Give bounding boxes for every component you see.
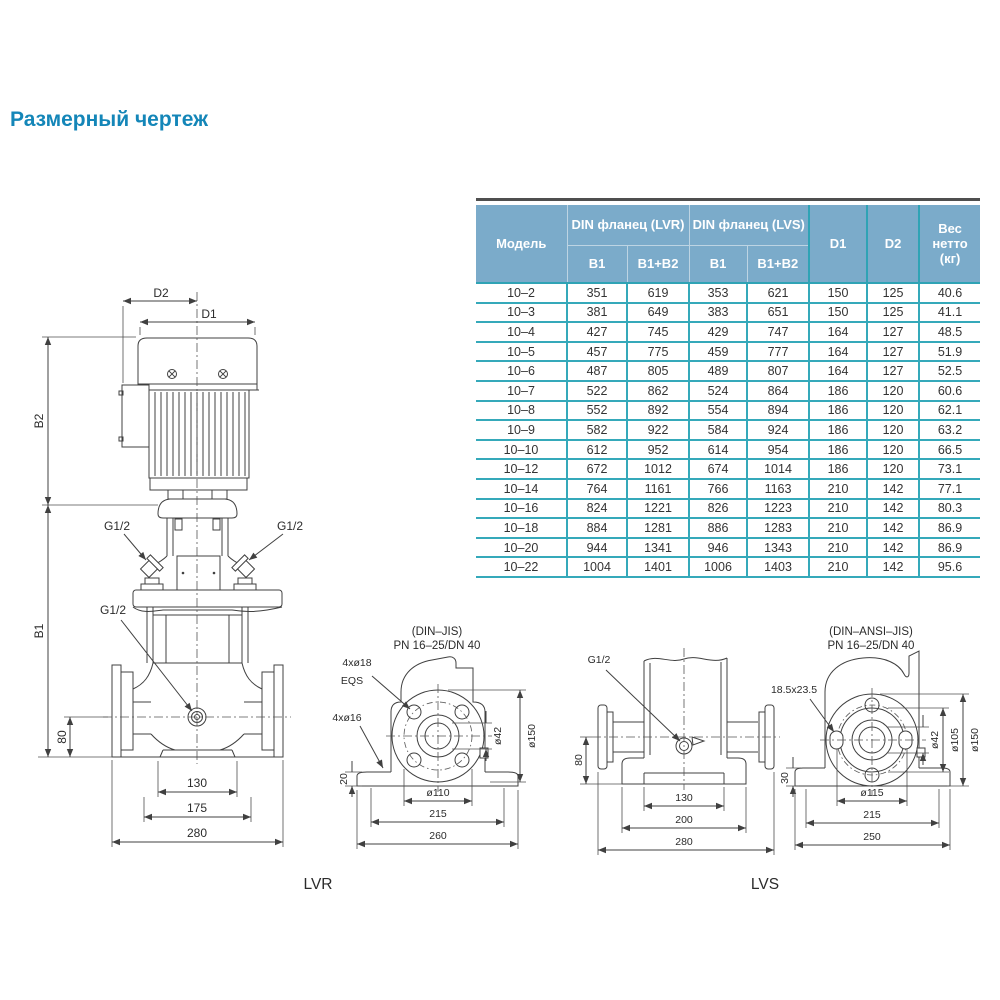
cell-lvr-b1: 582 xyxy=(567,420,627,440)
cell-lvr-b1b2: 619 xyxy=(627,283,689,303)
cell-lvs-b1: 383 xyxy=(689,303,747,323)
cell-lvs-b1: 429 xyxy=(689,322,747,342)
cell-model: 10–16 xyxy=(476,499,567,519)
port-label-g12-drain: G1/2 xyxy=(99,603,127,617)
cell-weight: 48.5 xyxy=(919,322,980,342)
cell-d1: 210 xyxy=(809,518,867,538)
cell-model: 10–4 xyxy=(476,322,567,342)
cell-lvs-b1: 1006 xyxy=(689,557,747,577)
cell-d2: 142 xyxy=(867,479,919,499)
lvr-front-drawing xyxy=(32,286,333,893)
dim-label-280: 280 xyxy=(186,826,208,840)
cell-weight: 95.6 xyxy=(919,557,980,577)
port-label-g12-left: G1/2 xyxy=(103,519,131,533)
dim-label-80: 80 xyxy=(55,730,69,744)
lvs-end-dim-215: 215 xyxy=(863,809,881,821)
lvr-end-holes-label: 4xø18 xyxy=(342,657,372,669)
cell-lvs-b1b2: 924 xyxy=(747,420,809,440)
cell-lvr-b1b2: 1161 xyxy=(627,479,689,499)
cell-d1: 186 xyxy=(809,401,867,421)
col-header-din-lvr: DIN фланец (LVR) xyxy=(567,205,689,246)
cell-d1: 150 xyxy=(809,303,867,323)
cell-model: 10–10 xyxy=(476,440,567,460)
cell-d1: 210 xyxy=(809,538,867,558)
cell-d1: 150 xyxy=(809,283,867,303)
caption-lvr: LVR xyxy=(303,876,333,893)
cell-lvs-b1b2: 1403 xyxy=(747,557,809,577)
cell-model: 10–20 xyxy=(476,538,567,558)
cell-weight: 52.5 xyxy=(919,361,980,381)
lvs-end-view-drawing xyxy=(771,626,981,850)
lvs-end-dia-150: ø150 xyxy=(969,728,981,752)
cell-weight: 51.9 xyxy=(919,342,980,362)
cell-lvr-b1: 672 xyxy=(567,459,627,479)
cell-d1: 164 xyxy=(809,342,867,362)
cell-d2: 142 xyxy=(867,499,919,519)
dim-label-d2: D2 xyxy=(153,286,169,300)
cell-lvs-b1: 674 xyxy=(689,459,747,479)
cell-lvr-b1b2: 1221 xyxy=(627,499,689,519)
cell-lvs-b1: 886 xyxy=(689,518,747,538)
cell-lvr-b1: 457 xyxy=(567,342,627,362)
cell-d1: 186 xyxy=(809,381,867,401)
cell-lvr-b1b2: 805 xyxy=(627,361,689,381)
cell-model: 10–14 xyxy=(476,479,567,499)
lvr-end-dia-110: ø110 xyxy=(426,787,450,799)
lvr-end-dia-150: ø150 xyxy=(526,724,538,748)
cell-lvs-b1b2: 864 xyxy=(747,381,809,401)
vent-port xyxy=(232,555,257,580)
cell-model: 10–3 xyxy=(476,303,567,323)
cell-weight: 62.1 xyxy=(919,401,980,421)
cell-lvr-b1: 487 xyxy=(567,361,627,381)
cell-lvr-b1b2: 862 xyxy=(627,381,689,401)
cell-model: 10–6 xyxy=(476,361,567,381)
cell-lvr-b1b2: 649 xyxy=(627,303,689,323)
cell-model: 10–5 xyxy=(476,342,567,362)
cell-lvr-b1: 944 xyxy=(567,538,627,558)
cell-lvr-b1: 764 xyxy=(567,479,627,499)
cell-weight: 80.3 xyxy=(919,499,980,519)
lvr-end-dim-260: 260 xyxy=(429,830,447,842)
cell-lvr-b1: 522 xyxy=(567,381,627,401)
lvs-end-title: (DIN–ANSI–JIS) xyxy=(829,626,913,638)
caption-lvs: LVS xyxy=(750,876,780,893)
cell-lvr-b1: 552 xyxy=(567,401,627,421)
cell-model: 10–12 xyxy=(476,459,567,479)
dim-label-b2: B2 xyxy=(32,413,46,429)
lvr-end-dim-20: 20 xyxy=(338,773,350,785)
cell-lvr-b1: 381 xyxy=(567,303,627,323)
cell-weight: 60.6 xyxy=(919,381,980,401)
col-header-d1: D1 xyxy=(809,205,867,283)
cell-lvs-b1b2: 1343 xyxy=(747,538,809,558)
lvr-end-subtitle: PN 16–25/DN 40 xyxy=(393,640,481,652)
dim-label-175: 175 xyxy=(186,801,208,815)
lvr-end-dia-42: ø42 xyxy=(492,726,504,746)
cell-lvs-b1: 826 xyxy=(689,499,747,519)
cell-lvr-b1: 612 xyxy=(567,440,627,460)
cell-lvs-b1: 489 xyxy=(689,361,747,381)
cell-lvs-b1b2: 1014 xyxy=(747,459,809,479)
cell-d2: 120 xyxy=(867,381,919,401)
cell-d2: 127 xyxy=(867,322,919,342)
cell-lvs-b1b2: 651 xyxy=(747,303,809,323)
page-title: Размерный чертеж xyxy=(10,108,208,131)
lvs-end-dia-115: ø115 xyxy=(860,787,884,799)
dim-label-b1: B1 xyxy=(32,623,46,639)
lvs-end-dim-30: 30 xyxy=(779,772,791,784)
cell-lvr-b1b2: 892 xyxy=(627,401,689,421)
cell-lvs-b1: 459 xyxy=(689,342,747,362)
cell-lvs-b1b2: 747 xyxy=(747,322,809,342)
cell-lvr-b1b2: 1341 xyxy=(627,538,689,558)
lvs-side-view-drawing xyxy=(573,648,780,893)
cell-d1: 186 xyxy=(809,420,867,440)
col-header-lvs-b1b2: B1+B2 xyxy=(747,246,809,284)
cell-lvs-b1b2: 777 xyxy=(747,342,809,362)
lvs-side-dim-130: 130 xyxy=(675,792,693,804)
cell-d1: 210 xyxy=(809,499,867,519)
cell-lvr-b1b2: 1401 xyxy=(627,557,689,577)
cell-lvs-b1: 766 xyxy=(689,479,747,499)
lvr-end-slots-label: 4xø16 xyxy=(332,712,362,724)
cell-model: 10–18 xyxy=(476,518,567,538)
pump-head-flange xyxy=(133,590,282,607)
lvs-end-holes-label: 18.5x23.5 xyxy=(770,684,818,696)
lvs-end-dia-42: ø42 xyxy=(929,730,941,750)
lvs-side-dim-80: 80 xyxy=(573,754,585,766)
cell-d1: 210 xyxy=(809,557,867,577)
cell-weight: 41.1 xyxy=(919,303,980,323)
cell-lvs-b1b2: 1163 xyxy=(747,479,809,499)
lvs-end-dia-105: ø105 xyxy=(949,728,961,752)
cell-d1: 210 xyxy=(809,479,867,499)
cell-model: 10–7 xyxy=(476,381,567,401)
cell-d1: 164 xyxy=(809,322,867,342)
cell-lvs-b1b2: 1283 xyxy=(747,518,809,538)
port-label-g12-right: G1/2 xyxy=(276,519,304,533)
cell-lvr-b1b2: 745 xyxy=(627,322,689,342)
cell-lvs-b1: 614 xyxy=(689,440,747,460)
cell-lvr-b1: 824 xyxy=(567,499,627,519)
cell-d2: 125 xyxy=(867,283,919,303)
cell-weight: 86.9 xyxy=(919,518,980,538)
cell-lvs-b1: 554 xyxy=(689,401,747,421)
col-header-model: Модель xyxy=(476,205,567,283)
cell-model: 10–9 xyxy=(476,420,567,440)
cell-d2: 120 xyxy=(867,459,919,479)
cell-d2: 127 xyxy=(867,342,919,362)
cell-lvs-b1b2: 807 xyxy=(747,361,809,381)
lvs-end-subtitle: PN 16–25/DN 40 xyxy=(827,640,915,652)
cell-lvs-b1b2: 894 xyxy=(747,401,809,421)
lvr-end-dim-215: 215 xyxy=(429,808,447,820)
cell-lvs-b1: 353 xyxy=(689,283,747,303)
cell-d2: 142 xyxy=(867,557,919,577)
col-header-lvr-b1: B1 xyxy=(567,246,627,284)
cell-weight: 63.2 xyxy=(919,420,980,440)
cell-lvr-b1b2: 1012 xyxy=(627,459,689,479)
cell-d1: 164 xyxy=(809,361,867,381)
cell-lvr-b1: 884 xyxy=(567,518,627,538)
cell-lvr-b1b2: 922 xyxy=(627,420,689,440)
cell-d1: 186 xyxy=(809,459,867,479)
lvr-end-eqs-label: EQS xyxy=(340,675,364,687)
cell-d1: 186 xyxy=(809,440,867,460)
cell-lvs-b1b2: 954 xyxy=(747,440,809,460)
cell-weight: 77.1 xyxy=(919,479,980,499)
discharge-flange xyxy=(274,665,283,757)
lvs-end-dim-250: 250 xyxy=(863,831,881,843)
cell-weight: 66.5 xyxy=(919,440,980,460)
cell-d2: 142 xyxy=(867,518,919,538)
cell-lvs-b1: 584 xyxy=(689,420,747,440)
cell-weight: 73.1 xyxy=(919,459,980,479)
cell-d2: 125 xyxy=(867,303,919,323)
col-header-din-lvs: DIN фланец (LVS) xyxy=(689,205,809,246)
cell-lvr-b1: 1004 xyxy=(567,557,627,577)
col-header-lvs-b1: B1 xyxy=(689,246,747,284)
fill-port xyxy=(138,555,163,580)
dim-label-130: 130 xyxy=(186,776,208,790)
lvs-side-dim-200: 200 xyxy=(675,814,693,826)
cell-d2: 127 xyxy=(867,361,919,381)
cell-weight: 40.6 xyxy=(919,283,980,303)
col-header-weight: Вес нетто (кг) xyxy=(919,205,980,283)
cell-lvr-b1b2: 775 xyxy=(627,342,689,362)
cell-lvs-b1: 524 xyxy=(689,381,747,401)
cell-d2: 120 xyxy=(867,401,919,421)
cell-lvr-b1b2: 952 xyxy=(627,440,689,460)
col-header-d2: D2 xyxy=(867,205,919,283)
terminal-box xyxy=(122,385,149,447)
cell-lvs-b1: 946 xyxy=(689,538,747,558)
suction-flange xyxy=(112,665,121,757)
cell-d2: 142 xyxy=(867,538,919,558)
cell-lvr-b1: 351 xyxy=(567,283,627,303)
cell-lvr-b1: 427 xyxy=(567,322,627,342)
cell-d2: 120 xyxy=(867,420,919,440)
dim-label-d1: D1 xyxy=(201,307,217,321)
col-header-lvr-b1b2: B1+B2 xyxy=(627,246,689,284)
cell-lvr-b1b2: 1281 xyxy=(627,518,689,538)
lvs-side-g12-label: G1/2 xyxy=(587,654,611,666)
cell-d2: 120 xyxy=(867,440,919,460)
cell-model: 10–2 xyxy=(476,283,567,303)
cell-weight: 86.9 xyxy=(919,538,980,558)
lvr-end-view-drawing xyxy=(332,626,538,849)
cell-model: 10–8 xyxy=(476,401,567,421)
cell-model: 10–22 xyxy=(476,557,567,577)
cell-lvs-b1b2: 621 xyxy=(747,283,809,303)
lvs-side-dim-280: 280 xyxy=(675,836,693,848)
cell-lvs-b1b2: 1223 xyxy=(747,499,809,519)
lvr-end-title: (DIN–JIS) xyxy=(411,626,463,638)
